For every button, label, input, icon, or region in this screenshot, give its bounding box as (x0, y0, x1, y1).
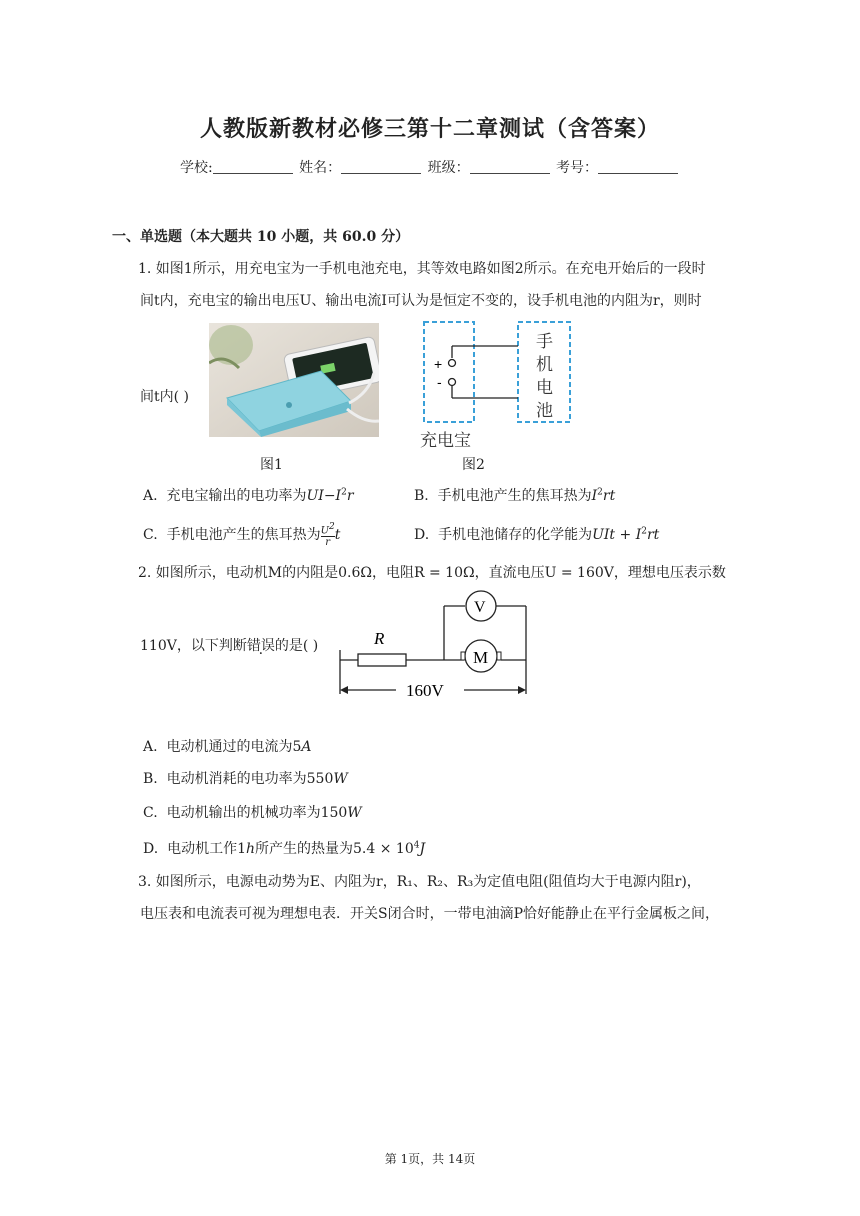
fig2-battery-char-1: 手 (536, 332, 553, 352)
q2-line2-emphasis: 错误 (246, 638, 275, 654)
q2-option-d: D. 电动机工作1h所产生的热量为$5.4 \times 10^4J$ (143, 840, 426, 857)
q3-line1: 3. 如图所示，电源电动势为E、内阻为r，R₁、R₂、R₃为定值电阻(阻值均大于电源内阻r)， (138, 874, 701, 890)
name-label: 姓名： (299, 160, 342, 176)
q2-option-a: A. 电动机通过的电流为5A (143, 739, 312, 755)
exam-number-label: 考号： (556, 160, 599, 176)
student-info-line (0, 157, 860, 177)
q1-option-c: C. 手机电池产生的焦耳热为 $\frac{U^2}{r}$ t (143, 522, 341, 549)
q2-line2 (140, 634, 318, 658)
q2-option-b: B. 电动机消耗的电功率为550W (143, 771, 348, 787)
q3-line2: 电压表和电流表可视为理想电表．开关S闭合时，一带电油滴P恰好能静止在平行金属板之间， (140, 906, 720, 922)
q2-circuit-diagram (336, 590, 536, 700)
school-blank (213, 159, 293, 174)
fig2-battery-label (536, 332, 558, 421)
fig1-powerbank-photo (209, 323, 379, 437)
exam-number-blank (598, 159, 678, 174)
q1-line1: 1. 如图1所示，用充电宝为一手机电池充电，其等效电路如图2所示。在充电开始后的一段时 (138, 261, 706, 277)
q2-option-c: C. 电动机输出的机械功率为150W (143, 805, 362, 821)
fig2-caption: 图2 (462, 457, 485, 473)
q1-option-b: B. 手机电池产生的焦耳热为$I^2rt$ (414, 487, 616, 504)
charger-dashed-box (424, 322, 474, 422)
fig2-circuit-diagram (420, 318, 580, 452)
resistor-r (358, 654, 406, 666)
class-blank (470, 159, 550, 174)
q2-line2-pre: 110V，以下判断 (140, 638, 247, 654)
fig-m-label: M (473, 648, 489, 667)
q2-line2-post: 的是( ) (274, 638, 319, 654)
q2-line1: 2. 如图所示，电动机M的内阻是0.6Ω，电阻R = 10Ω，直流电压U = 160V，理想电压表示数 (138, 565, 726, 581)
fig-voltage-label: 160V (406, 681, 444, 700)
fig2-battery-char-4: 池 (536, 401, 553, 421)
name-blank (341, 159, 421, 174)
fig2-minus-sign: - (437, 374, 442, 390)
fig-r-label: R (374, 629, 385, 648)
section-heading: 一、单选题（本大题共 10 小题，共 60.0 分） (112, 229, 410, 245)
fig2-battery-char-3: 电 (536, 378, 553, 398)
q1-option-a: A. 充电宝输出的电功率为$UI-I^2r$ (143, 487, 354, 504)
q1-option-d: D. 手机电池储存的化学能为UIt + $I^2rt$ (414, 526, 660, 543)
q1-line2: 间t内，充电宝的输出电压U、输出电流I可认为是恒定不变的，设手机电池的内阻为r，则时 (140, 293, 702, 309)
fig2-plus-sign: + (434, 356, 443, 372)
q1-line3: 间t内( ) (140, 389, 189, 405)
fig-v-label: V (474, 599, 486, 616)
page-footer: 第 1页，共 14页 (384, 1152, 476, 1166)
page-title: 人教版新教材必修三第十二章测试（含答案） (199, 116, 660, 142)
fig1-caption: 图1 (260, 457, 283, 473)
school-label: 学校: (179, 160, 213, 176)
fig2-charger-label: 充电宝 (420, 431, 471, 451)
fig2-battery-char-2: 机 (536, 355, 553, 375)
class-label: 班级： (427, 160, 470, 176)
